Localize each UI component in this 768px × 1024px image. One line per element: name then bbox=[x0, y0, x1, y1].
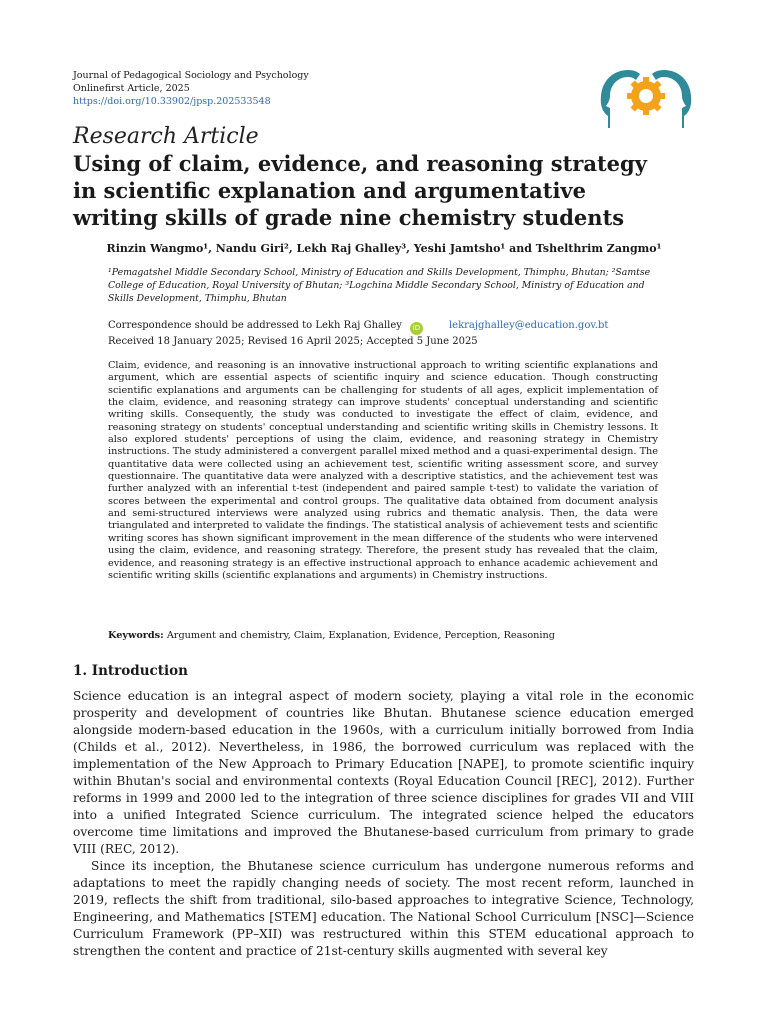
paper-title: Using of claim, evidence, and reasoning strategy in scientific explanation and argumentative writing skills of grade nine chemistry students bbox=[73, 151, 647, 230]
correspondence bbox=[108, 319, 668, 348]
journal-logo-icon bbox=[600, 66, 692, 134]
email-link[interactable]: lekrajghalley@education.gov.bt bbox=[448, 320, 609, 331]
keywords bbox=[108, 630, 658, 641]
keywords-label: Keywords: bbox=[108, 630, 164, 641]
paragraph: Science education is an integral aspect of modern society, playing a vital role in the economic prosperity and development of countries like Bhutan. Bhutanese science education emerged alongside modern-based education in the 1960s, with a curriculum initially borrowed from India (Childs et al., 2012). Nevertheless, in 1986, the borrowed curriculum was replaced with the implementation of the New Approach to Primary Education [NAPE], to promote scientific inquiry within Bhutan's social and environmental contexts (Royal Education Council [REC], 2012). Further reforms in 1999 and 2000 led to the integration of three science disciplines for grades VII and VIII into a unified Integrated Science curriculum. The integrated science helped the educators overcome time limitations and improved the Bhutanese-based curriculum from primary to grade VIII (REC, 2012). bbox=[73, 689, 694, 856]
affiliations: ¹Pemagatshel Middle Secondary School, Ministry of Education and Skills Development, Thimphu, Bhutan; ²Samtse College of Education, Royal University of Bhutan; ³Logchina Middle Secondary School, Ministry of Education and Skills Development, Thimphu, Bhutan bbox=[108, 267, 651, 304]
keywords-text: Argument and chemistry, Claim, Explanation, Evidence, Perception, Reasoning bbox=[166, 630, 555, 641]
correspondence-text: Correspondence should be addressed to Lekh Raj Ghalley bbox=[108, 320, 402, 331]
orcid-icon[interactable]: iD bbox=[410, 322, 423, 335]
body-text bbox=[73, 688, 694, 960]
author-list: Rinzin Wangmo¹, Nandu Giri², Lekh Raj Ghalley³, Yeshi Jamtsho¹ and Tshelthrim Zangmo¹ bbox=[106, 242, 662, 255]
article-type: Research Article bbox=[73, 124, 259, 149]
paragraph: Since its inception, the Bhutanese science curriculum has undergone numerous reforms and adaptations to meet the rapidly changing needs of society. The most recent reform, launched in 2019, reflects the shift from traditional, silo-based approaches to integrative Science, Technology, Engineering, and Mathematics [STEM] education. The National School Curriculum [NSC]—Science Curriculum Framework (PP–XII) was restructured within this STEM educational approach to strengthen the content and practice of 21st-century skills augmented with several key bbox=[73, 859, 694, 958]
doi-link[interactable]: https://doi.org/10.33902/jpsp.202533548 bbox=[73, 96, 271, 107]
abstract: Claim, evidence, and reasoning is an innovative instructional approach to writing scientific explanations and argument, which are essential aspects of scientific inquiry and science education. Though constructing scientific explanations and arguments can be challenging for students of all ages, explicit implementation of the claim, evidence, and reasoning strategy can improve students' conceptual understanding and scientific writing skills. Consequently, the study was conducted to investigate the effect of claim, evidence, and reasoning strategy on students' conceptual understanding and scientific writing skills in Chemistry lessons. It also explored students' perceptions of using the claim, evidence, and reasoning strategy in Chemistry instructions. The study administered a convergent parallel mixed method and a quasi-experimental design. The quantitative data were collected using an achievement test, scientific writing assessment score, and survey questionnaire. The quantitative data were analyzed with a descriptive statistics, and the achievement test was further analyzed with an inferential t-test (independent and paired sample t-test) to validate the variation of scores between the experimental and control groups. The qualitative data obtained from document analysis and semi-structured interviews were analyzed using rubrics and thematic analysis. Then, the data were triangulated and interpreted to validate the findings. The statistical analysis of achievement tests and scientific writing scores has shown significant improvement in the mean difference of the students who were intervened using the claim, evidence, and reasoning strategy. Therefore, the present study has revealed that the claim, evidence, and reasoning strategy is an effective instructional approach to enhance academic achievement and scientific writing skills (scientific explanations and arguments) in Chemistry instructions. bbox=[108, 360, 658, 581]
section-heading: 1. Introduction bbox=[73, 663, 188, 679]
journal-header bbox=[73, 69, 309, 108]
journal-name: Journal of Pedagogical Sociology and Psychology bbox=[73, 70, 309, 81]
received-dates: Received 18 January 2025; Revised 16 April 2025; Accepted 5 June 2025 bbox=[108, 336, 478, 347]
issue-info: Onlinefirst Article, 2025 bbox=[73, 83, 190, 94]
